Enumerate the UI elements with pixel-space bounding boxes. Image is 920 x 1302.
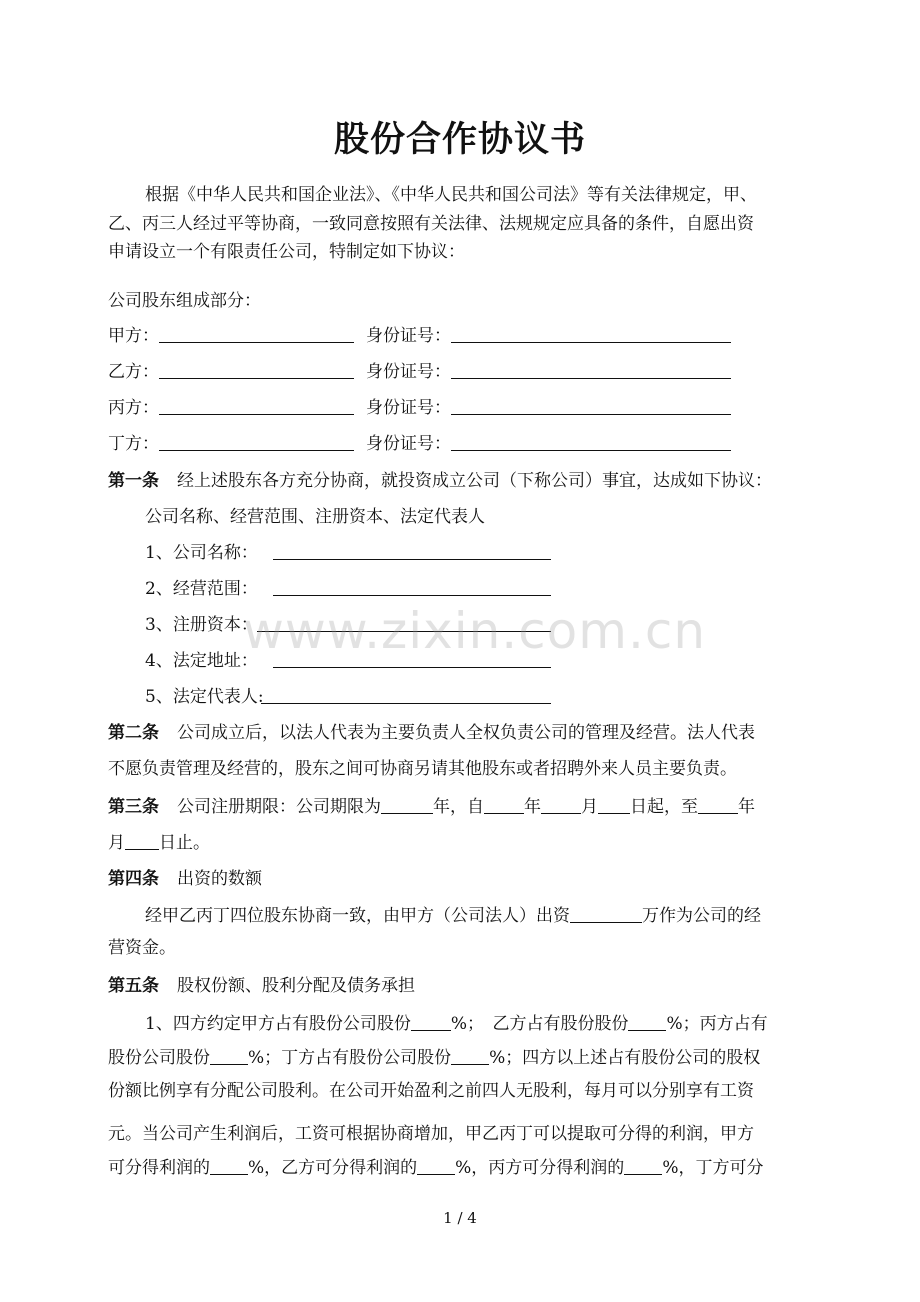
term-years-blank[interactable] [381, 797, 433, 814]
start-month-blank[interactable] [541, 797, 581, 814]
article-5-line: 份额比例享有分配公司股利。在公司开始盈利之前四人无股利，每月可以分别享有工资 [108, 1081, 754, 1101]
capital-amount-blank[interactable] [570, 906, 642, 923]
page-number: 1 / 4 [443, 1209, 477, 1227]
article-label: 第五条 [108, 976, 159, 996]
text-fragment: %，丙方可分得利润的 [455, 1158, 625, 1178]
id-label: 身份证号： [366, 434, 451, 454]
profit-blank[interactable] [417, 1158, 455, 1175]
id-blank[interactable] [451, 434, 731, 451]
text-fragment: 年 [524, 797, 541, 817]
share-blank[interactable] [628, 1014, 666, 1031]
profit-blank[interactable] [624, 1158, 662, 1175]
name-blank[interactable] [159, 362, 354, 379]
article-text: 公司注册期限：公司期限为 [177, 797, 381, 817]
article-5-line [145, 1013, 768, 1035]
company-field-row [145, 686, 551, 708]
party-row [108, 397, 731, 419]
field-label: 1、公司名称： [145, 543, 258, 563]
text-fragment: %； 乙方占有股份股份 [450, 1014, 629, 1034]
id-blank[interactable] [451, 398, 731, 415]
article-3-line [108, 832, 210, 854]
field-blank[interactable] [273, 543, 551, 560]
article-2 [108, 722, 755, 744]
article-label: 第三条 [108, 797, 159, 817]
text-fragment: 1、四方约定甲方占有股份公司股份 [145, 1014, 411, 1034]
text-fragment: 月 [581, 797, 598, 817]
id-label: 身份证号： [366, 326, 451, 346]
company-field-row [145, 542, 551, 564]
id-label: 身份证号： [366, 398, 451, 418]
field-label: 2、经营范围： [145, 579, 258, 599]
article-1 [108, 470, 772, 492]
text-fragment: 股份公司股份 [108, 1048, 210, 1068]
party-row [108, 433, 731, 455]
field-blank[interactable] [273, 579, 551, 596]
article-label: 第四条 [108, 869, 159, 889]
start-year-blank[interactable] [484, 797, 524, 814]
article-5-line: 元。当公司产生利润后，工资可根据协商增加，甲乙丙丁可以提取可分得的利润，甲方 [108, 1124, 754, 1144]
article-5 [108, 975, 415, 997]
text-fragment: 可分得利润的 [108, 1158, 210, 1178]
field-label: 3、注册资本： [145, 615, 258, 635]
name-blank[interactable] [159, 434, 354, 451]
article-4 [108, 868, 262, 890]
article-text: 股权份额、股利分配及债务承担 [177, 976, 415, 996]
party-row [108, 361, 731, 383]
text-fragment: %，乙方可分得利润的 [248, 1158, 418, 1178]
party-label: 甲方： [108, 326, 159, 346]
company-field-row [145, 578, 551, 600]
id-blank[interactable] [451, 362, 731, 379]
text-fragment: 万作为公司的经 [642, 906, 761, 926]
article-3 [108, 796, 755, 818]
name-blank[interactable] [159, 326, 354, 343]
intro-line: 乙、丙三人经过平等协商，一致同意按照有关法律、法规规定应具备的条件，自愿出资 [108, 214, 754, 234]
text-fragment: %；四方以上述占有股份公司的股权 [489, 1048, 761, 1068]
text-fragment: 月 [108, 833, 125, 853]
article-4-line [145, 905, 761, 927]
start-day-blank[interactable] [598, 797, 630, 814]
article-text: 公司成立后，以法人代表为主要负责人全权负责公司的管理及经营。法人代表 [177, 723, 755, 743]
article-1-sub: 公司名称、经营范围、注册资本、法定代表人 [145, 507, 485, 527]
text-fragment: %；丙方占有 [666, 1014, 768, 1034]
text-fragment: %；丁方占有股份公司股份 [248, 1048, 452, 1068]
article-4-line: 营资金。 [108, 938, 176, 958]
article-label: 第一条 [108, 471, 159, 491]
share-blank[interactable] [210, 1048, 248, 1065]
name-blank[interactable] [159, 398, 354, 415]
text-fragment: 年 [738, 797, 755, 817]
text-fragment: 经甲乙丙丁四位股东协商一致，由甲方（公司法人）出资 [145, 906, 570, 926]
article-5-line [108, 1047, 760, 1069]
intro-line: 根据《中华人民共和国企业法》、《中华人民共和国公司法》等有关法律规定，甲、 [145, 185, 757, 205]
article-5-line [108, 1157, 763, 1179]
share-blank[interactable] [411, 1014, 451, 1031]
article-text: 出资的数额 [177, 869, 262, 889]
text-fragment: %，丁方可分 [662, 1158, 764, 1178]
party-label: 丁方： [108, 434, 159, 454]
end-day-blank[interactable] [125, 833, 159, 850]
text-fragment: 年，自 [433, 797, 484, 817]
document-title: 股份合作协议书 [333, 119, 586, 160]
id-label: 身份证号： [366, 362, 451, 382]
shareholders-heading: 公司股东组成部分： [108, 291, 261, 311]
article-label: 第二条 [108, 723, 159, 743]
party-label: 丙方： [108, 398, 159, 418]
field-label: 4、法定地址： [145, 651, 258, 671]
end-year-blank[interactable] [698, 797, 738, 814]
article-text: 经上述股东各方充分协商，就投资成立公司（下称公司）事宜，达成如下协议： [177, 471, 772, 491]
id-blank[interactable] [451, 326, 731, 343]
watermark: www.zixin.com.cn [243, 602, 707, 660]
party-label: 乙方： [108, 362, 159, 382]
intro-line: 申请设立一个有限责任公司，特制定如下协议： [108, 242, 465, 262]
field-label: 5、法定代表人: [145, 687, 264, 707]
field-blank[interactable] [261, 687, 551, 704]
share-blank[interactable] [451, 1048, 489, 1065]
text-fragment: 日止。 [159, 833, 210, 853]
party-row [108, 325, 731, 347]
article-2-line: 不愿负责管理及经营的，股东之间可协商另请其他股东或者招聘外来人员主要负责。 [108, 759, 737, 779]
profit-blank[interactable] [210, 1158, 248, 1175]
text-fragment: 日起，至 [630, 797, 698, 817]
